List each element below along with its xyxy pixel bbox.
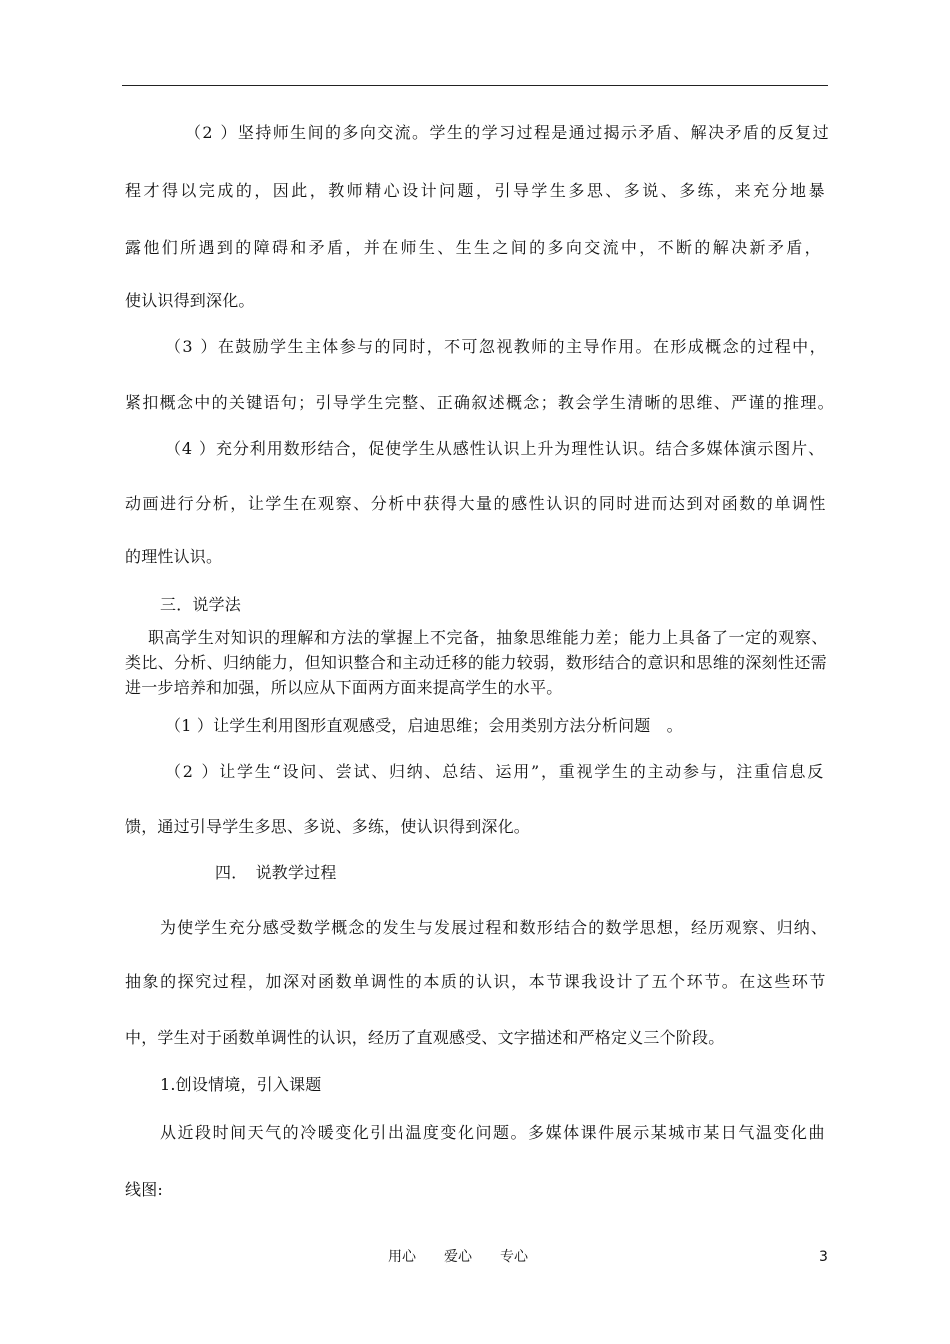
text-line: （1 ）让学生利用图形直观感受，启迪思维；会用类别方法分析问题 。: [165, 716, 683, 735]
footer-motto: 用心 爱心 专心: [388, 1249, 528, 1265]
text-line: （2 ）让学生“设问、尝试、归纳、总结、运用”，重视学生的主动参与，注重信息反: [165, 762, 825, 781]
text-line: 从近段时间天气的冷暖变化引出温度变化问题。多媒体课件展示某城市某日气温变化曲: [160, 1123, 826, 1142]
text-line: 抽象的探究过程，加深对函数单调性的本质的认识，本节课我设计了五个环节。在这些环节: [125, 972, 827, 991]
text-line: 的理性认识。: [125, 547, 223, 566]
header-rule: [122, 85, 828, 86]
text-line: 动画进行分析，让学生在观察、分析中获得大量的感性认识的同时进而达到对函数的单调性: [125, 494, 827, 513]
text-line: 三．说学法: [160, 595, 242, 614]
text-line: 职高学生对知识的理解和方法的掌握上不完备，抽象思维能力差；能力上具备了一定的观察、: [148, 628, 828, 647]
text-line: 类比、分析、归纳能力，但知识整合和主动迁移的能力较弱，数形结合的意识和思维的深刻性还需: [125, 653, 827, 672]
text-line: 1.创设情境，引入课题: [160, 1075, 322, 1094]
text-line: 使认识得到深化。: [125, 291, 255, 310]
text-line: 线图:: [125, 1180, 163, 1199]
text-line: 紧扣概念中的关键语句；引导学生完整、正确叙述概念；教会学生清晰的思维、严谨的推理。: [125, 393, 835, 412]
text-line: （4 ）充分利用数形结合，促使学生从感性认识上升为理性认识。结合多媒体演示图片、: [165, 439, 825, 458]
page-number: 3: [819, 1249, 828, 1265]
text-line: 进一步培养和加强，所以应从下面两方面来提高学生的水平。: [125, 678, 563, 697]
text-line: 中，学生对于函数单调性的认识，经历了直观感受、文字描述和严格定义三个阶段。: [125, 1028, 725, 1047]
text-line: 程才得以完成的，因此，教师精心设计问题，引导学生多思、多说、多练，来充分地暴: [125, 181, 827, 200]
text-line: （3 ）在鼓励学生主体参与的同时，不可忽视教师的主导作用。在形成概念的过程中，: [165, 337, 827, 356]
text-line: 露他们所遇到的障碍和矛盾，并在师生、生生之间的多向交流中，不断的解决新矛盾，: [125, 238, 823, 257]
text-line: （2 ）坚持师生间的多向交流。学生的学习过程是通过揭示矛盾、解决矛盾的反复过: [185, 123, 830, 142]
text-line: 为使学生充分感受数学概念的发生与发展过程和数形结合的数学思想，经历观察、归纳、: [160, 918, 828, 937]
text-line: 四． 说教学过程: [215, 863, 337, 882]
text-line: 馈，通过引导学生多思、多说、多练，使认识得到深化。: [125, 817, 531, 836]
